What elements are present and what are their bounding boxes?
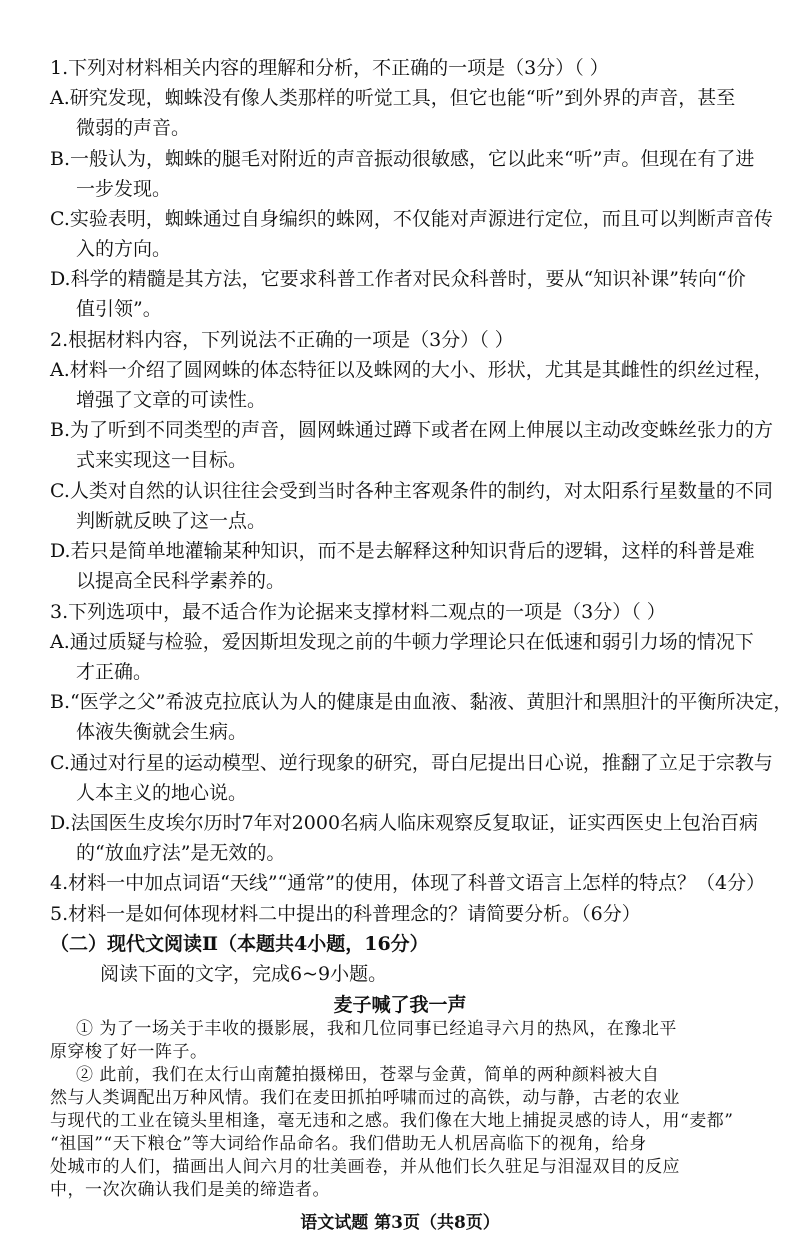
question-1-option-b-cont: 一步发现。 (76, 178, 172, 200)
story-paragraph-1-cont: 原穿梭了好一阵子。 (50, 1042, 208, 1062)
question-4: 4.材料一中加点词语“天线”“通常”的使用，体现了科普文语言上怎样的特点？（4分） (50, 872, 766, 894)
question-1-option-d: D.科学的精髓是其方法，它要求科普工作者对民众科普时，要从“知识补课”转向“价 (50, 268, 746, 290)
story-paragraph-1: ① 为了一场关于丰收的摄影展，我和几位同事已经追寻六月的热风，在豫北平 (76, 1019, 677, 1039)
question-2-option-a: A.材料一介绍了圆网蛛的体态特征以及蛛网的大小、形状，尤其是其雌性的织丝过程， (50, 359, 773, 381)
story-paragraph-2: ② 此前，我们在太行山南麓拍摄梯田，苍翠与金黄，简单的两种颜料被大自 (76, 1065, 660, 1085)
question-3-option-a: A.通过质疑与检验，爱因斯坦发现之前的牛顿力学理论只在低速和弱引力场的情况下 (50, 631, 754, 653)
question-3-option-c-cont: 人本主义的地心说。 (76, 782, 248, 804)
question-1-stem: 1.下列对材料相关内容的理解和分析，不正确的一项是（3分）（ ） (50, 57, 609, 79)
story-paragraph-2-line-5: 处城市的人们，描画出人间六月的壮美画卷，并从他们长久驻足与泪湿双目的反应 (50, 1157, 680, 1177)
question-5: 5.材料一是如何体现材料二中提出的科普理念的？请简要分析。（6分） (50, 903, 641, 925)
story-paragraph-2-line-6: 中，一次次确认我们是美的缔造者。 (50, 1180, 330, 1200)
question-2-option-d-cont: 以提高全民科学素养的。 (76, 570, 286, 592)
question-1-option-d-cont: 值引领”。 (76, 298, 162, 320)
question-3-option-d: D.法国医生皮埃尔历时7年对2000名病人临床观察反复取证，证实西医史上包治百病 (50, 812, 759, 834)
story-paragraph-2-line-2: 然与人类调配出万种风情。我们在麦田抓拍呼啸而过的高铁，动与静，古老的农业 (50, 1088, 680, 1108)
question-2-stem: 2.根据材料内容，下列说法不正确的一项是（3分）（ ） (50, 329, 514, 351)
question-2-option-c-cont: 判断就反映了这一点。 (76, 510, 267, 532)
question-1-option-a-cont: 微弱的声音。 (76, 117, 191, 139)
question-3-option-a-cont: 才正确。 (76, 661, 153, 683)
story-paragraph-2-line-4: “祖国”“天下粮仓”等大词给作品命名。我们借助无人机居高临下的视角，给身 (50, 1134, 647, 1154)
question-3-option-b-cont: 体液失衡就会生病。 (76, 721, 248, 743)
question-2-option-b: B.为了听到不同类型的声音，圆网蛛通过蹲下或者在网上伸展以主动改变蛛丝张力的方 (50, 419, 774, 441)
section-2-heading: （二）现代文阅读Ⅱ（本题共4小题，16分） (50, 933, 429, 955)
page-footer: 语文试题 第3页（共8页） (300, 1213, 500, 1233)
question-2-option-d: D.若只是简单地灌输某种知识，而不是去解释这种知识背后的逻辑，这样的科普是难 (50, 540, 755, 562)
section-2-instruction: 阅读下面的文字，完成6~9小题。 (100, 963, 388, 985)
question-3-option-c: C.通过对行星的运动模型、逆行现象的研究，哥白尼提出日心说，推翻了立足于宗教与 (50, 752, 773, 774)
question-1-option-c-cont: 入的方向。 (76, 238, 172, 260)
question-2-option-c: C.人类对自然的认识往往会受到当时各种主客观条件的制约，对太阳系行星数量的不同 (50, 480, 773, 502)
question-2-option-a-cont: 增强了文章的可读性。 (76, 389, 267, 411)
question-3-option-d-cont: 的“放血疗法”是无效的。 (76, 842, 286, 864)
question-2-option-b-cont: 式来实现这一目标。 (76, 449, 248, 471)
question-1-option-b: B.一般认为，蜘蛛的腿毛对附近的声音振动很敏感，它以此来“听”声。但现在有了进 (50, 148, 755, 170)
question-1-option-c: C.实验表明，蜘蛛通过自身编织的蛛网，不仅能对声源进行定位，而且可以判断声音传 (50, 208, 773, 230)
question-1-option-a: A.研究发现，蜘蛛没有像人类那样的听觉工具，但它也能“听”到外界的声音，甚至 (50, 87, 736, 109)
question-3-option-b: B.“医学之父”希波克拉底认为人的健康是由血液、黏液、黄胆汁和黑胆汁的平衡所决定， (50, 691, 793, 713)
story-paragraph-2-line-3: 与现代的工业在镜头里相逢，毫无违和之感。我们像在大地上捕捉灵感的诗人，用“麦都” (50, 1111, 734, 1131)
story-title: 麦子喊了我一声 (333, 994, 467, 1016)
question-3-stem: 3.下列选项中，最不适合作为论据来支撑材料二观点的一项是（3分）（ ） (50, 601, 666, 623)
